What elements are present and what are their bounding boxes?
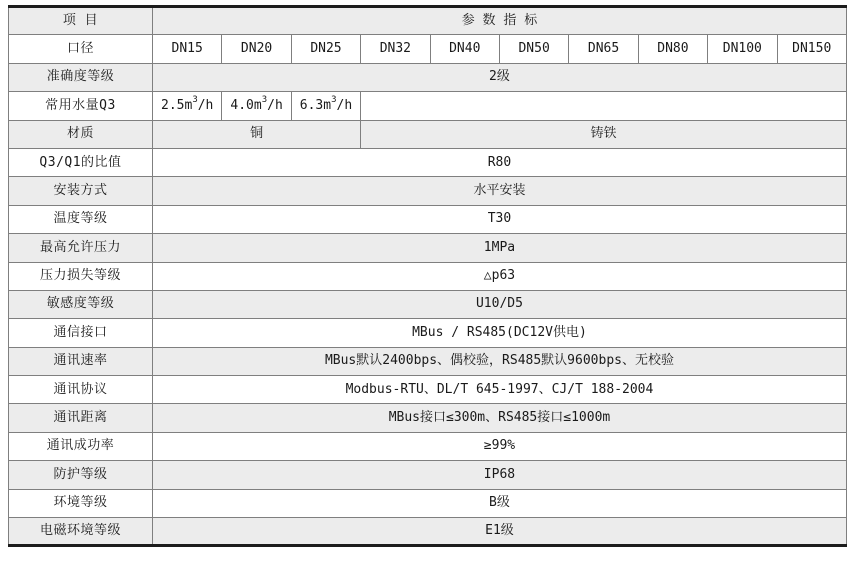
value-unit: /h bbox=[267, 97, 283, 113]
row-label-comm-protocol: 通讯协议 bbox=[9, 376, 153, 404]
cell-diameter-4: DN40 bbox=[430, 35, 499, 63]
table-row-comm-success-rate bbox=[9, 432, 847, 460]
cell-diameter-8: DN100 bbox=[708, 35, 777, 63]
table-row-q3-q1-ratio bbox=[9, 148, 847, 176]
cell-diameter-6: DN65 bbox=[569, 35, 638, 63]
row-label-max-pressure: 最高允许压力 bbox=[9, 234, 153, 262]
table-row-installation bbox=[9, 177, 847, 205]
row-label-comm-interface: 通信接口 bbox=[9, 319, 153, 347]
row-label-environment-class: 环境等级 bbox=[9, 489, 153, 517]
table-row-pressure-loss bbox=[9, 262, 847, 290]
row-label-q3-q1-ratio: Q3/Q1的比值 bbox=[9, 148, 153, 176]
cell-diameter-2: DN25 bbox=[291, 35, 360, 63]
row-label-installation: 安装方式 bbox=[9, 177, 153, 205]
cell-comm-interface-0: MBus / RS485(DC12V供电) bbox=[153, 319, 847, 347]
cell-diameter-7: DN80 bbox=[638, 35, 707, 63]
table-row-sensitivity-class bbox=[9, 290, 847, 318]
row-label-sensitivity-class: 敏感度等级 bbox=[9, 290, 153, 318]
cell-temperature-class-0: T30 bbox=[153, 205, 847, 233]
cell-diameter-0: DN15 bbox=[153, 35, 222, 63]
table-row-accuracy-class bbox=[9, 63, 847, 91]
cell-pressure-loss-0: △p63 bbox=[153, 262, 847, 290]
table-row-diameter bbox=[9, 35, 847, 63]
cell-nominal-flow-q3-1 bbox=[222, 92, 291, 120]
row-label-material: 材质 bbox=[9, 120, 153, 148]
value-base: 2.5m bbox=[161, 97, 193, 113]
cell-comm-success-rate-0: ≥99% bbox=[153, 432, 847, 460]
cell-diameter-3: DN32 bbox=[361, 35, 430, 63]
cell-emc-class-0: E1级 bbox=[153, 518, 847, 546]
cell-material-0: 铜 bbox=[153, 120, 361, 148]
row-label-comm-success-rate: 通讯成功率 bbox=[9, 432, 153, 460]
cell-accuracy-class-0: 2级 bbox=[153, 63, 847, 91]
value-base: 4.0m bbox=[230, 97, 262, 113]
row-label-diameter: 口径 bbox=[9, 35, 153, 63]
row-label-pressure-loss: 压力损失等级 bbox=[9, 262, 153, 290]
cell-nominal-flow-q3-2 bbox=[291, 92, 360, 120]
cell-comm-protocol-0: Modbus-RTU、DL/T 645-1997、CJ/T 188-2004 bbox=[153, 376, 847, 404]
cell-comm-baud-rate-0: MBus默认2400bps、偶校验，RS485默认9600bps、无校验 bbox=[153, 347, 847, 375]
cell-diameter-9: DN150 bbox=[777, 35, 846, 63]
row-label-accuracy-class: 准确度等级 bbox=[9, 63, 153, 91]
cell-header-0: 参 数 指 标 bbox=[153, 7, 847, 35]
value-superscript: 3 bbox=[192, 95, 198, 106]
row-label-temperature-class: 温度等级 bbox=[9, 205, 153, 233]
value-superscript: 3 bbox=[261, 95, 268, 106]
row-label-nominal-flow-q3: 常用水量Q3 bbox=[9, 92, 153, 120]
table-row-emc-class bbox=[9, 518, 847, 546]
row-label-protection-class: 防护等级 bbox=[9, 461, 153, 489]
cell-material-1: 铸铁 bbox=[361, 120, 847, 148]
row-label-comm-distance: 通讯距离 bbox=[9, 404, 153, 432]
table-row-comm-distance bbox=[9, 404, 847, 432]
value-base: 6.3m bbox=[299, 97, 332, 113]
table-row-environment-class bbox=[9, 489, 847, 517]
value-unit: /h bbox=[336, 97, 353, 113]
cell-installation-0: 水平安装 bbox=[153, 177, 847, 205]
value-superscript: 3 bbox=[331, 95, 337, 106]
spec-table-body bbox=[9, 7, 847, 546]
cell-q3-q1-ratio-0: R80 bbox=[153, 148, 847, 176]
table-row-max-pressure bbox=[9, 234, 847, 262]
cell-diameter-1: DN20 bbox=[222, 35, 291, 63]
cell-comm-distance-0: MBus接口≤300m、RS485接口≤1000m bbox=[153, 404, 847, 432]
spec-table bbox=[8, 5, 847, 547]
cell-diameter-5: DN50 bbox=[499, 35, 568, 63]
cell-nominal-flow-q3-0 bbox=[153, 92, 222, 120]
value-unit: /h bbox=[197, 97, 214, 113]
table-row-nominal-flow-q3 bbox=[9, 92, 847, 120]
table-row-temperature-class bbox=[9, 205, 847, 233]
table-row-comm-interface bbox=[9, 319, 847, 347]
row-label-emc-class: 电磁环境等级 bbox=[9, 518, 153, 546]
table-row-protection-class bbox=[9, 461, 847, 489]
cell-protection-class-0: IP68 bbox=[153, 461, 847, 489]
row-label-comm-baud-rate: 通讯速率 bbox=[9, 347, 153, 375]
table-row-material bbox=[9, 120, 847, 148]
table-row-comm-protocol bbox=[9, 376, 847, 404]
table-row-header bbox=[9, 7, 847, 35]
cell-nominal-flow-q3-3 bbox=[361, 92, 847, 120]
cell-max-pressure-0: 1MPa bbox=[153, 234, 847, 262]
table-row-comm-baud-rate bbox=[9, 347, 847, 375]
cell-sensitivity-class-0: U10/D5 bbox=[153, 290, 847, 318]
row-label-header: 项 目 bbox=[9, 7, 153, 35]
cell-environment-class-0: B级 bbox=[153, 489, 847, 517]
